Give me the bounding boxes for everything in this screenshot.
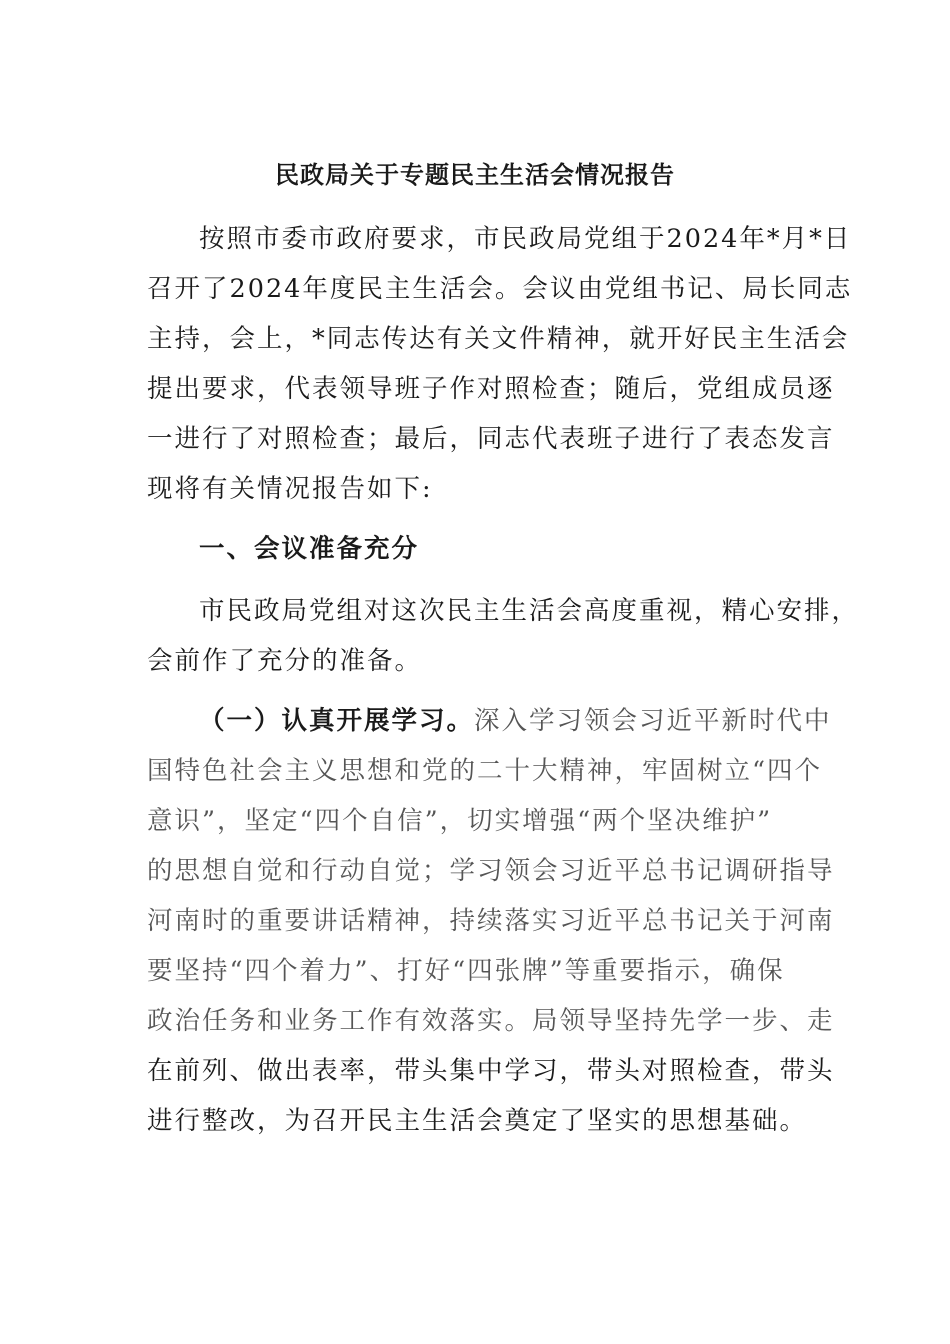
- subsection-line: 的思想自觉和行动自觉；学习领会习近平总书记调研指导: [147, 856, 835, 886]
- subsection-paragraph: [147, 696, 835, 1146]
- subsection-line: 国特色社会主义思想和党的二十大精神，牢固树立“四个: [147, 756, 823, 786]
- document-title: 民政局关于专题民主生活会情况报告: [275, 160, 675, 189]
- subsection-heading: （一）认真开展学习。: [199, 706, 475, 736]
- subsection-line: 进行整改，为召开民主生活会奠定了坚实的思想基础。: [147, 1106, 808, 1136]
- intro-line: 按照市委市政府要求，市民政局党组于2024年*月*日: [199, 224, 852, 254]
- section-paragraph: [147, 586, 860, 686]
- section-heading: 一、会议准备充分: [199, 534, 420, 564]
- subsection-line: 意识”，坚定“四个自信”，切实增强“两个坚决维护”: [147, 806, 773, 836]
- intro-paragraph: [147, 214, 853, 514]
- section-line: 市民政局党组对这次民主生活会高度重视，精心安排，: [199, 596, 860, 626]
- subsection-line: 政治任务和业务工作有效落实。局领导坚持先学一步、走: [147, 1006, 835, 1036]
- intro-line: 一进行了对照检查；最后，同志代表班子进行了表态发言: [147, 424, 835, 454]
- subsection-line: 河南时的重要讲话精神，持续落实习近平总书记关于河南: [147, 906, 835, 936]
- subsection-line: 在前列、做出表率，带头集中学习，带头对照检查，带头: [147, 1056, 835, 1086]
- subsection-first-line: [147, 696, 832, 746]
- intro-line: 主持，会上，*同志传达有关文件精神，就开好民主生活会: [147, 324, 850, 354]
- subsection-text: 深入学习领会习近平新时代中: [474, 706, 832, 736]
- section-heading-block: [147, 524, 812, 574]
- intro-line: 现将有关情况报告如下:: [147, 474, 433, 504]
- intro-line: 提出要求，代表领导班子作对照检查；随后，党组成员逐: [147, 374, 835, 404]
- intro-line: 召开了2024年度民主生活会。会议由党组书记、局长同志: [147, 274, 853, 304]
- section-line: 会前作了充分的准备。: [147, 646, 423, 676]
- subsection-line: 要坚持“四个着力”、打好“四张牌”等重要指示，确保: [147, 956, 785, 986]
